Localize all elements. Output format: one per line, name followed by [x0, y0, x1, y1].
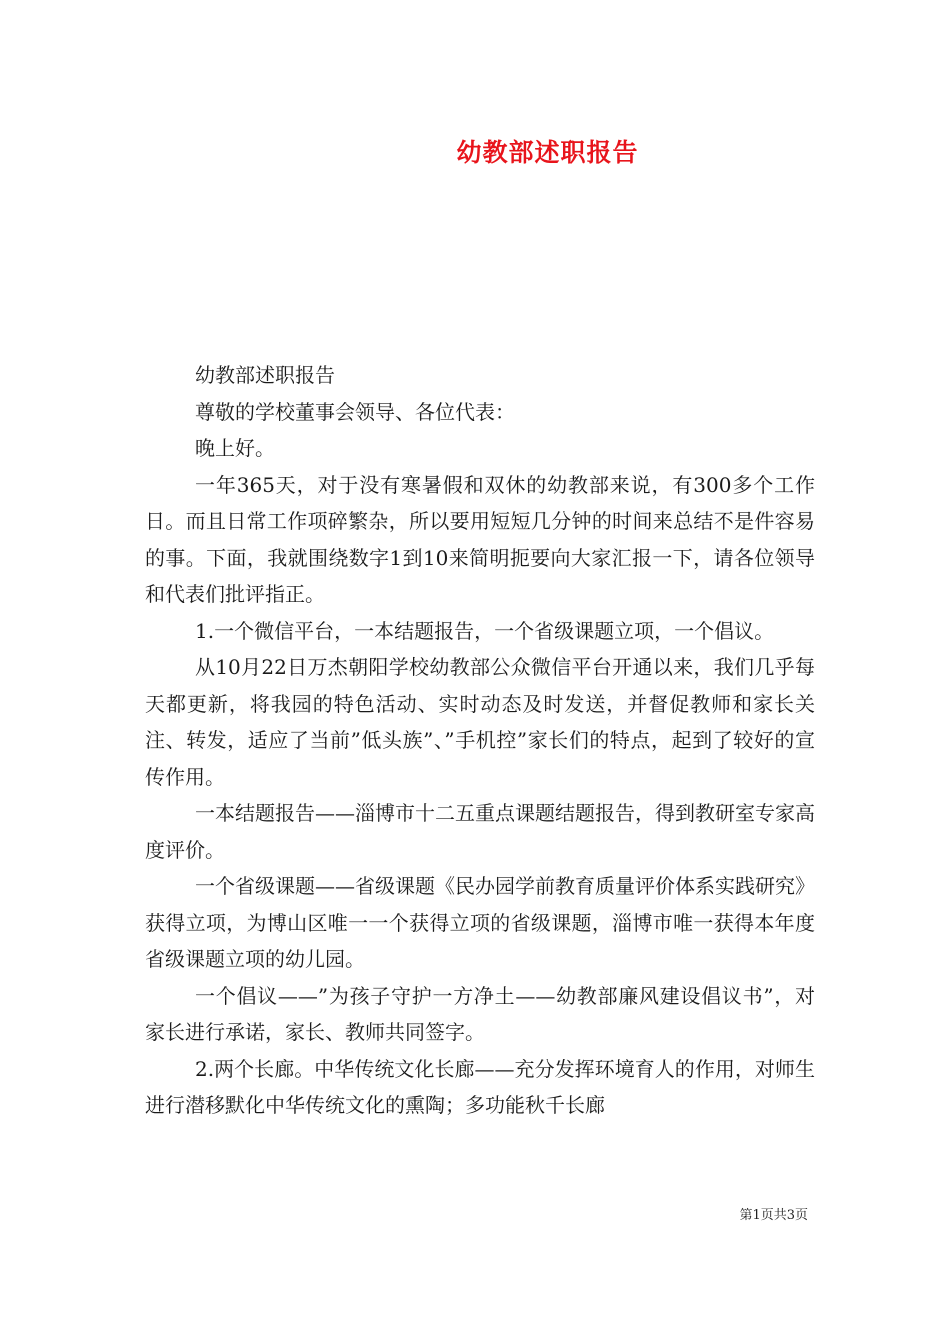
paragraph: 1.一个微信平台，一本结题报告，一个省级课题立项，一个倡议。 [195, 618, 775, 643]
paragraph: 幼教部述职报告 [195, 363, 335, 387]
paragraph: 一年365天，对于没有寒暑假和双休的幼教部来说，有300多个工作日。而且日常工作项碎繁杂，所以要用短短几分钟的时间来总结不是件容易的事。下面，我就围绕数字1到10来简明扼要向大家汇报一下，请各位领导和代表们批评指正。 [145, 472, 815, 606]
paragraph: 一个倡议——”为孩子守护一方净土——幼教部廉风建设倡议书”，对家长进行承诺，家长、教师共同签字。 [145, 983, 815, 1044]
page-number: 第1页共3页 [739, 1208, 808, 1223]
paragraph: 2.两个长廊。中华传统文化长廊——充分发挥环境育人的作用，对师生进行潜移默化中华传统文化的熏陶；多功能秋千长廊 [145, 1056, 815, 1117]
document-body [145, 357, 815, 1124]
paragraph: 尊敬的学校董事会领导、各位代表： [195, 399, 515, 424]
paragraph: 从10月22日万杰朝阳学校幼教部公众微信平台开通以来，我们几乎每天都更新，将我园的特色活动、实时动态及时发送，并督促教师和家长关注、转发，适应了当前”低头族”、”手机控”家长们的特点，起到了较好的宣传作用。 [145, 655, 815, 789]
page-title: 幼教部述职报告 [456, 138, 639, 167]
paragraph: 一本结题报告——淄博市十二五重点课题结题报告，得到教研室专家高度评价。 [145, 801, 815, 862]
paragraph: 一个省级课题——省级课题《民办园学前教育质量评价体系实践研究》获得立项，为博山区唯一一个获得立项的省级课题，淄博市唯一获得本年度省级课题立项的幼儿园。 [145, 874, 815, 971]
paragraph: 晚上好。 [195, 436, 275, 460]
